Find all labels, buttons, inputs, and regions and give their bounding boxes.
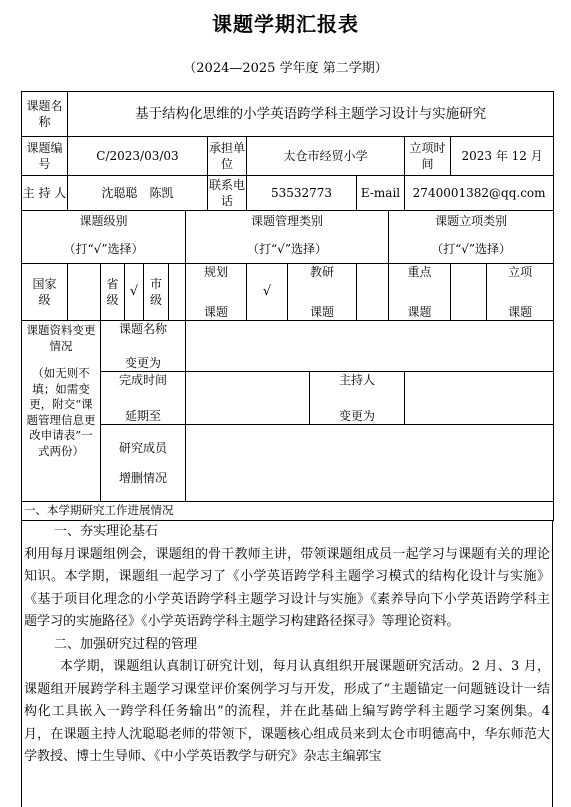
level-city-label: 市级 [144, 264, 169, 321]
phone-value: 53532773 [247, 176, 357, 211]
level-province-check: √ [125, 264, 144, 321]
progress-section-1-title: 一、夯实理论基石 [54, 524, 159, 539]
progress-section-1-body: 利用每月课题组例会，课题组的骨干教师主讲，带领课题组成员一起学习与课题有关的理论知识。本学期，课题组一起学习了《小学英语跨学科主题学习模式的结构化设计与实施》《基于项目化理念的小学英语跨学科主题学习设计与实施》《素养导向下小学英语跨学科主题学习的实施路径》《小学英语跨学科主题学习构建路径探寻》等理论资料。 [24, 546, 550, 629]
level-category-title: 课题级别 [79, 214, 128, 228]
topic-code-label: 课题编号 [22, 137, 68, 176]
finish-change-label: 完成时间 延期至 [101, 372, 186, 425]
progress-section-2-title: 二、加强研究过程的管理 [54, 636, 198, 652]
level-province-label: 省级 [101, 264, 125, 321]
change-info-label [22, 321, 101, 502]
name-change-value [186, 321, 554, 372]
page-title: 课题学期汇报表 [212, 12, 359, 36]
approval-date-label: 立项时间 [405, 137, 451, 176]
finish-change-value [186, 372, 310, 425]
progress-section-2-body: 本学期，课题组认真制订研究计划，每月认真组织开展课题研究活动。2 月、3 月，课题组开展跨学科主题学习课堂评价案例学习与开发，形成了“主题锚定一问题链设计一结构化工具嵌入一跨学科任务输出”的流程，并在此基础上编写跨学科主题学习案例集。4 月，在课题主持人沈聪聪老师的带领下，课题核心组成员来到太仓市明德高中，华东师范大学教授、博士生导师、《中小学英语教学与研究》杂志主编郭宝 [24, 659, 550, 764]
host-change-label: 主持人 变更为 [310, 372, 405, 425]
unit-value: 太仓市经贸小学 [247, 137, 405, 176]
topic-code-value: C/2023/03/03 [68, 137, 208, 176]
setup-approved-label: 立项 课题 [487, 264, 554, 321]
mgmt-category-hint: （打“√”选择） [247, 242, 327, 257]
member-change-label: 研究成员 增删情况 [101, 425, 186, 502]
host-value: 沈聪聪 陈凯 [68, 176, 208, 211]
email-label: E-mail [357, 176, 405, 211]
level-city-check [169, 264, 186, 321]
phone-label: 联系电话 [208, 176, 247, 211]
progress-content [21, 521, 553, 807]
mgmt-category-header [186, 211, 389, 264]
level-national-check [68, 264, 101, 321]
setup-key-check [451, 264, 487, 321]
mgmt-category-title: 课题管理类别 [250, 214, 323, 228]
email-value: 2740001382@qq.com [405, 176, 554, 211]
setup-category-hint: （打“√”选择） [431, 242, 512, 257]
change-info-title: 课题资料变更情况 [26, 323, 96, 353]
setup-category-header [389, 211, 554, 264]
mgmt-research-label: 教研 课题 [288, 264, 357, 321]
host-label: 主 持 人 [22, 176, 68, 211]
mgmt-plan-label: 规划 课题 [186, 264, 247, 321]
unit-label: 承担单位 [208, 137, 247, 176]
mgmt-plan-check: √ [247, 264, 288, 321]
change-info-note: （如无则不填；如需变更，附交“课题管理信息更改申请表”一式两份） [26, 366, 96, 458]
mgmt-research-check [357, 264, 389, 321]
host-change-value [405, 372, 554, 425]
setup-category-title: 课题立项类别 [435, 214, 508, 228]
level-category-hint: （打“√”选择） [63, 242, 144, 257]
setup-key-label: 重点 课题 [389, 264, 451, 321]
level-national-label: 国家级 [22, 264, 68, 321]
level-category-header [22, 211, 186, 264]
member-change-value [186, 425, 554, 502]
page-subtitle: （2024—2025 学年度 第二学期） [183, 61, 388, 76]
progress-section-header: 一、本学期研究工作进展情况 [22, 502, 554, 521]
name-change-label: 课题名称 变更为 [101, 321, 186, 372]
approval-date-value: 2023 年 12 月 [451, 137, 554, 176]
report-form-table [21, 91, 554, 521]
topic-name-value: 基于结构化思维的小学英语跨学科主题学习设计与实施研究 [68, 92, 554, 137]
topic-name-label: 课题名称 [22, 92, 68, 137]
